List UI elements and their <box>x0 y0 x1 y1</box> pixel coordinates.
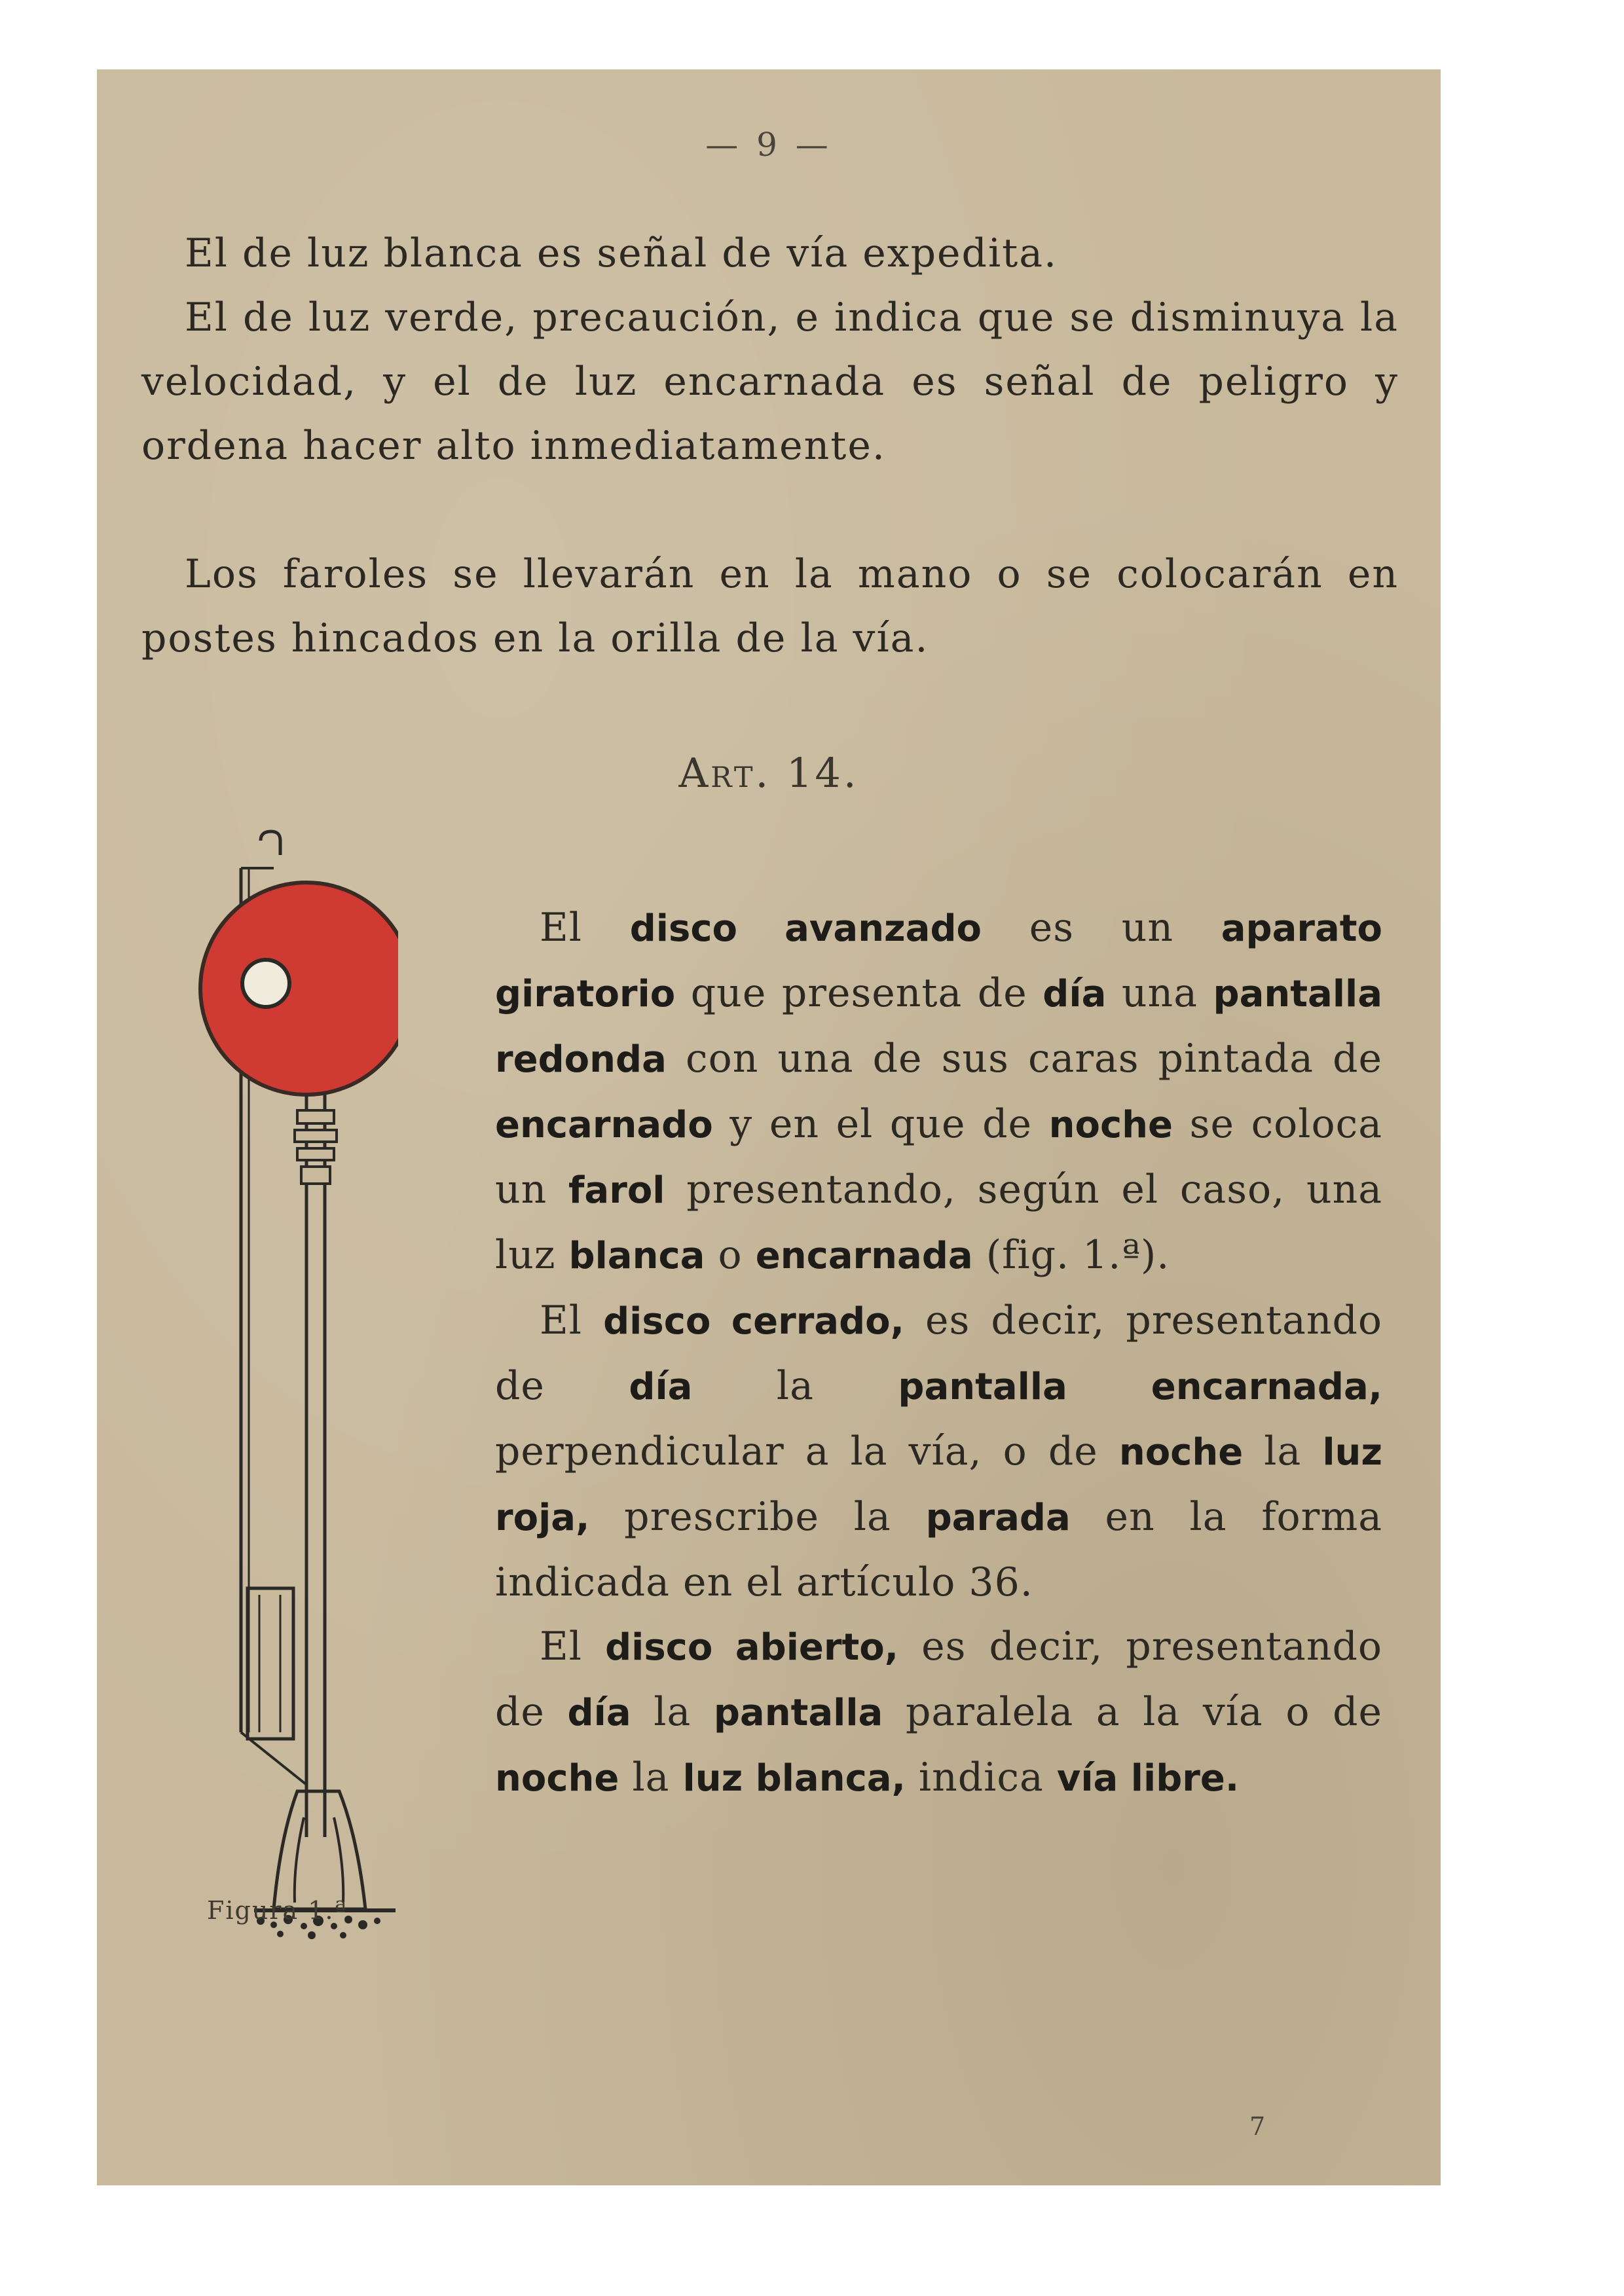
text-run: es un <box>982 905 1221 951</box>
text-run: El <box>540 905 630 951</box>
bold-term: aparato giratorio <box>495 907 1382 1015</box>
bold-term: luz roja, <box>495 1431 1382 1539</box>
text-run: indica <box>905 1755 1057 1800</box>
bold-term: día <box>1043 973 1107 1015</box>
bold-term: disco abierto, <box>605 1626 899 1669</box>
bold-term: encarnada <box>755 1235 973 1277</box>
text-run: El <box>540 1298 604 1343</box>
bold-term: encarnado <box>495 1104 713 1146</box>
bold-term: disco cerrado, <box>603 1300 904 1343</box>
bold-term: pantalla encarnada, <box>898 1366 1382 1408</box>
article-prefix: Art. <box>678 749 771 797</box>
bold-term: noche <box>495 1757 619 1800</box>
text-run: perpendicular a la vía, o de <box>495 1429 1119 1474</box>
text-run: la <box>1243 1429 1323 1474</box>
article-heading <box>97 749 1441 797</box>
figure-caption: Figura 1.ª <box>207 1896 348 1925</box>
book-page <box>97 69 1441 2185</box>
signal-disc-illustration <box>149 829 398 1955</box>
text-run: con una de sus caras pintada de <box>666 1036 1382 1082</box>
paragraph-open-disc <box>495 1614 1382 1811</box>
text-run: se coloca un <box>495 1101 1382 1212</box>
bold-term: blanca <box>568 1235 705 1277</box>
article-number: 14. <box>786 749 859 797</box>
paragraph-advanced-disc <box>495 896 1382 1288</box>
bold-term: vía libre. <box>1056 1757 1240 1800</box>
bold-term: noche <box>1048 1104 1173 1146</box>
text-run: es decir, presentando de <box>495 1298 1383 1409</box>
text-run: presentando, según el caso, una luz <box>495 1167 1383 1278</box>
running-folio: — 9 — <box>705 126 832 164</box>
text-run: prescribe la <box>589 1494 926 1540</box>
text-run: la <box>631 1689 714 1735</box>
bold-term: día <box>629 1366 693 1408</box>
paragraph-lanterns: Los faroles se llevarán en la mano o se colocarán en postes hincados en la orilla de la vía. <box>141 551 1399 661</box>
bold-term: día <box>567 1692 631 1734</box>
text-run: y en el que de <box>712 1101 1049 1147</box>
bold-term: pantalla <box>713 1692 883 1734</box>
bold-term: noche <box>1118 1431 1244 1474</box>
text-run: la <box>692 1363 898 1409</box>
bold-term: parada <box>925 1497 1071 1539</box>
text-run: (fig. 1.ª). <box>972 1232 1170 1278</box>
text-run: la <box>619 1755 683 1800</box>
paragraph-white-light: El de luz blanca es señal de vía expedita. <box>185 230 1058 276</box>
text-run: una <box>1106 970 1213 1016</box>
page-number: 7 <box>1249 2112 1266 2141</box>
text-run: paralela a la vía o de <box>883 1689 1382 1735</box>
red-disc <box>200 883 398 1095</box>
paragraph-green-red-light: El de luz verde, precaución, e indica que se disminuya la velocidad, y el de luz encarnada es señal de peligro y ordena hacer alto inmediatamente. <box>141 295 1399 469</box>
text-run: o <box>705 1232 756 1278</box>
lamp-aperture <box>242 960 289 1007</box>
text-run: es decir, presentando de <box>495 1624 1383 1735</box>
bold-term: disco avanzado <box>629 907 982 950</box>
bold-term: farol <box>568 1169 665 1212</box>
bold-term: luz blanca, <box>682 1757 906 1800</box>
article-text-column <box>495 896 1382 1811</box>
text-run: que presenta de <box>675 970 1043 1016</box>
paragraph-closed-disc <box>495 1288 1382 1614</box>
text-run: en la forma indicada en el artículo 36. <box>495 1494 1382 1605</box>
bold-term: pantalla redonda <box>495 973 1383 1081</box>
text-run: El <box>540 1624 606 1669</box>
